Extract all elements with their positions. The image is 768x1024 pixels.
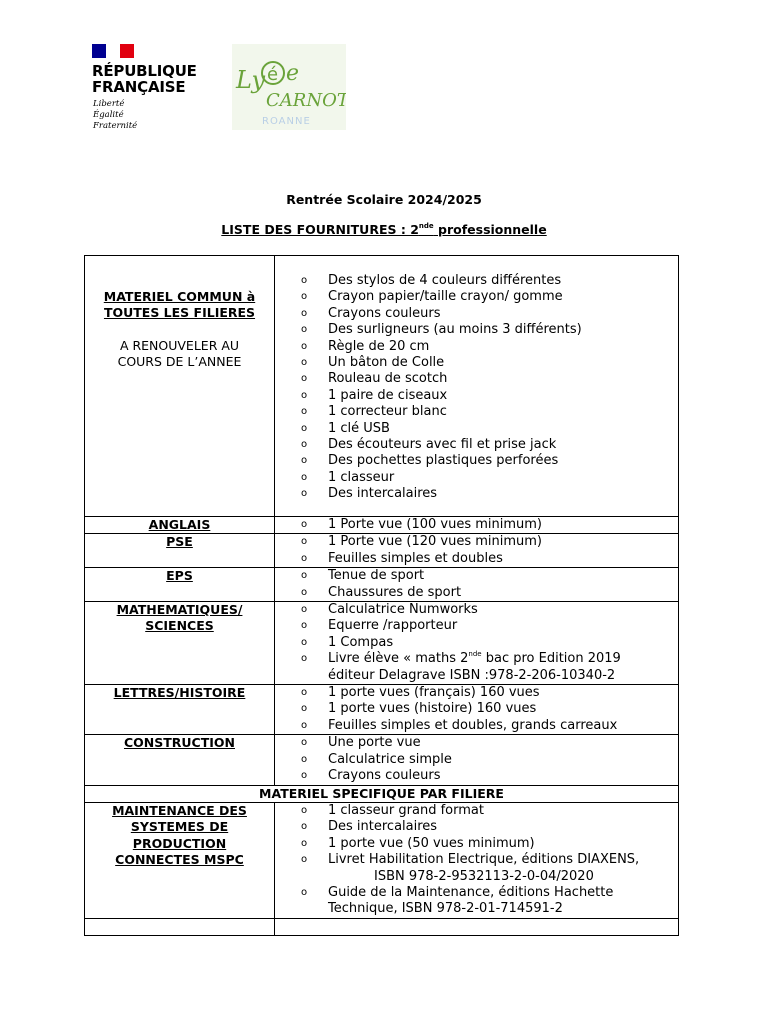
lycee-roanne-text: ROANNE xyxy=(262,116,311,127)
table-row-eps xyxy=(85,568,679,602)
table-row-empty xyxy=(85,918,679,935)
list-item: o Des intercalaires xyxy=(301,486,678,502)
table-row-anglais xyxy=(85,517,679,534)
items-cell-eps xyxy=(275,568,679,602)
list-item: o Une porte vue xyxy=(301,735,678,751)
items-cell-lettres xyxy=(275,685,679,735)
subtitle-sup: nde xyxy=(418,222,434,230)
list-item: o 1 clé USB xyxy=(301,421,678,437)
empty-cell xyxy=(275,918,679,935)
book-suffix: bac pro Edition 2019 xyxy=(481,651,621,667)
list-item: o Des écouteurs avec fil et prise jack xyxy=(301,437,678,453)
list-item: o Des stylos de 4 couleurs différentes xyxy=(301,273,678,289)
list-item: o 1 correcteur blanc xyxy=(301,404,678,420)
list-item: o Crayon papier/taille crayon/ gomme xyxy=(301,289,678,305)
subject-heading-maths: MATHEMATIQUES/ SCIENCES xyxy=(116,602,243,634)
items-cell-common xyxy=(275,256,679,517)
subject-cell-lettres xyxy=(85,685,275,735)
lycee-e-accent-text: é xyxy=(267,64,279,85)
livret-line2: ISBN 978-2-9532113-2-0-04/2020 xyxy=(374,868,594,884)
list-item xyxy=(301,651,678,684)
republique-francaise-logo xyxy=(88,42,203,134)
list-item: o Equerre /rapporteur xyxy=(301,618,678,634)
republique-francaise-title: RÉPUBLIQUE FRANÇAISE xyxy=(92,62,197,96)
lycee-e-text: e xyxy=(286,61,300,86)
table-row-common xyxy=(85,256,679,517)
list-item: o Des intercalaires xyxy=(301,819,678,835)
guide-line2: Technique, ISBN 978-2-01-714591-2 xyxy=(328,901,563,917)
empty-cell xyxy=(85,918,275,935)
table-row-pse xyxy=(85,534,679,568)
list-item: o Chaussures de sport xyxy=(301,585,678,601)
lycee-carnot-logo xyxy=(232,44,346,130)
subject-cell-common xyxy=(85,256,275,517)
table-row-specific-heading xyxy=(85,785,679,802)
list-item: o 1 porte vues (français) 160 vues xyxy=(301,685,678,701)
list-item xyxy=(301,852,678,885)
list-item xyxy=(301,885,678,918)
list-item: o Calculatrice simple xyxy=(301,752,678,768)
lycee-carnot-text: CARNOT xyxy=(266,90,346,111)
list-item: o Feuilles simples et doubles, grands carreaux xyxy=(301,718,678,734)
guide-line1: Guide de la Maintenance, éditions Hachette xyxy=(328,884,614,900)
subject-cell-mspc xyxy=(85,802,275,918)
subject-heading-pse: PSE xyxy=(166,534,193,550)
subject-cell-pse xyxy=(85,534,275,568)
subject-heading-anglais: ANGLAIS xyxy=(148,517,211,532)
livret-line1: Livret Habilitation Electrique, éditions DIAXENS, xyxy=(328,852,640,868)
items-cell-maths xyxy=(275,602,679,685)
list-item: o 1 porte vues (histoire) 160 vues xyxy=(301,701,678,717)
list-item: o Règle de 20 cm xyxy=(301,339,678,355)
page-title: Rentrée Scolaire 2024/2025 xyxy=(286,192,482,207)
subject-heading-common: MATERIEL COMMUN à TOUTES LES FILIERES xyxy=(103,289,256,321)
items-cell-pse xyxy=(275,534,679,568)
list-item: o Un bâton de Colle xyxy=(301,355,678,371)
subject-cell-anglais xyxy=(85,517,275,534)
subject-heading-eps: EPS xyxy=(166,568,193,584)
subtitle-suffix: professionnelle xyxy=(433,222,547,237)
list-item: o Calculatrice Numworks xyxy=(301,602,678,618)
items-cell-anglais xyxy=(275,517,679,534)
table-row-construction xyxy=(85,735,679,785)
subject-heading-construction: CONSTRUCTION xyxy=(123,735,235,751)
table-row-mspc xyxy=(85,802,679,918)
list-item: o 1 paire de ciseaux xyxy=(301,388,678,404)
list-item: o 1 Porte vue (120 vues minimum) xyxy=(301,534,678,550)
list-item: o 1 Porte vue (100 vues minimum) xyxy=(301,517,678,533)
subject-cell-construction xyxy=(85,735,275,785)
subject-note-common: A RENOUVELER AU COURS DE L’ANNEE xyxy=(117,337,242,370)
page-subtitle xyxy=(0,222,768,237)
list-item: o 1 classeur grand format xyxy=(301,803,678,819)
items-cell-construction xyxy=(275,735,679,785)
list-item: o 1 Compas xyxy=(301,635,678,651)
subtitle-prefix: LISTE DES FOURNITURES : 2 xyxy=(221,222,419,237)
list-item: o Des surligneurs (au moins 3 différents) xyxy=(301,322,678,338)
items-cell-mspc xyxy=(275,802,679,918)
table-row-maths xyxy=(85,602,679,685)
list-item: o Rouleau de scotch xyxy=(301,371,678,387)
section-heading-specific: MATERIEL SPECIFIQUE PAR FILIERE xyxy=(85,785,679,802)
list-item: o Tenue de sport xyxy=(301,568,678,584)
subject-cell-maths xyxy=(85,602,275,685)
supplies-table xyxy=(84,255,679,936)
list-item: o Crayons couleurs xyxy=(301,768,678,784)
list-item: o 1 classeur xyxy=(301,470,678,486)
list-item: o Feuilles simples et doubles xyxy=(301,551,678,567)
republique-motto: Liberté Égalité Fraternité xyxy=(93,99,138,131)
items-list-common xyxy=(301,273,678,503)
book-line2: éditeur Delagrave ISBN :978-2-206-10340-2 xyxy=(328,667,616,683)
list-item: o Des pochettes plastiques perforées xyxy=(301,453,678,469)
subject-heading-lettres: LETTRES/HISTOIRE xyxy=(113,685,246,701)
book-prefix: Livre élève « maths 2 xyxy=(328,651,469,667)
marianne-flag-icon xyxy=(92,44,134,58)
list-item: o Crayons couleurs xyxy=(301,306,678,322)
table-row-lettres xyxy=(85,685,679,735)
subject-cell-eps xyxy=(85,568,275,602)
subject-heading-mspc: MAINTENANCE DES SYSTEMES DE PRODUCTION CONNECTES MSPC xyxy=(112,802,247,868)
lycee-ly-text: Ly xyxy=(236,66,266,94)
list-item: o 1 porte vue (50 vues minimum) xyxy=(301,836,678,852)
book-sup: nde xyxy=(468,650,482,659)
